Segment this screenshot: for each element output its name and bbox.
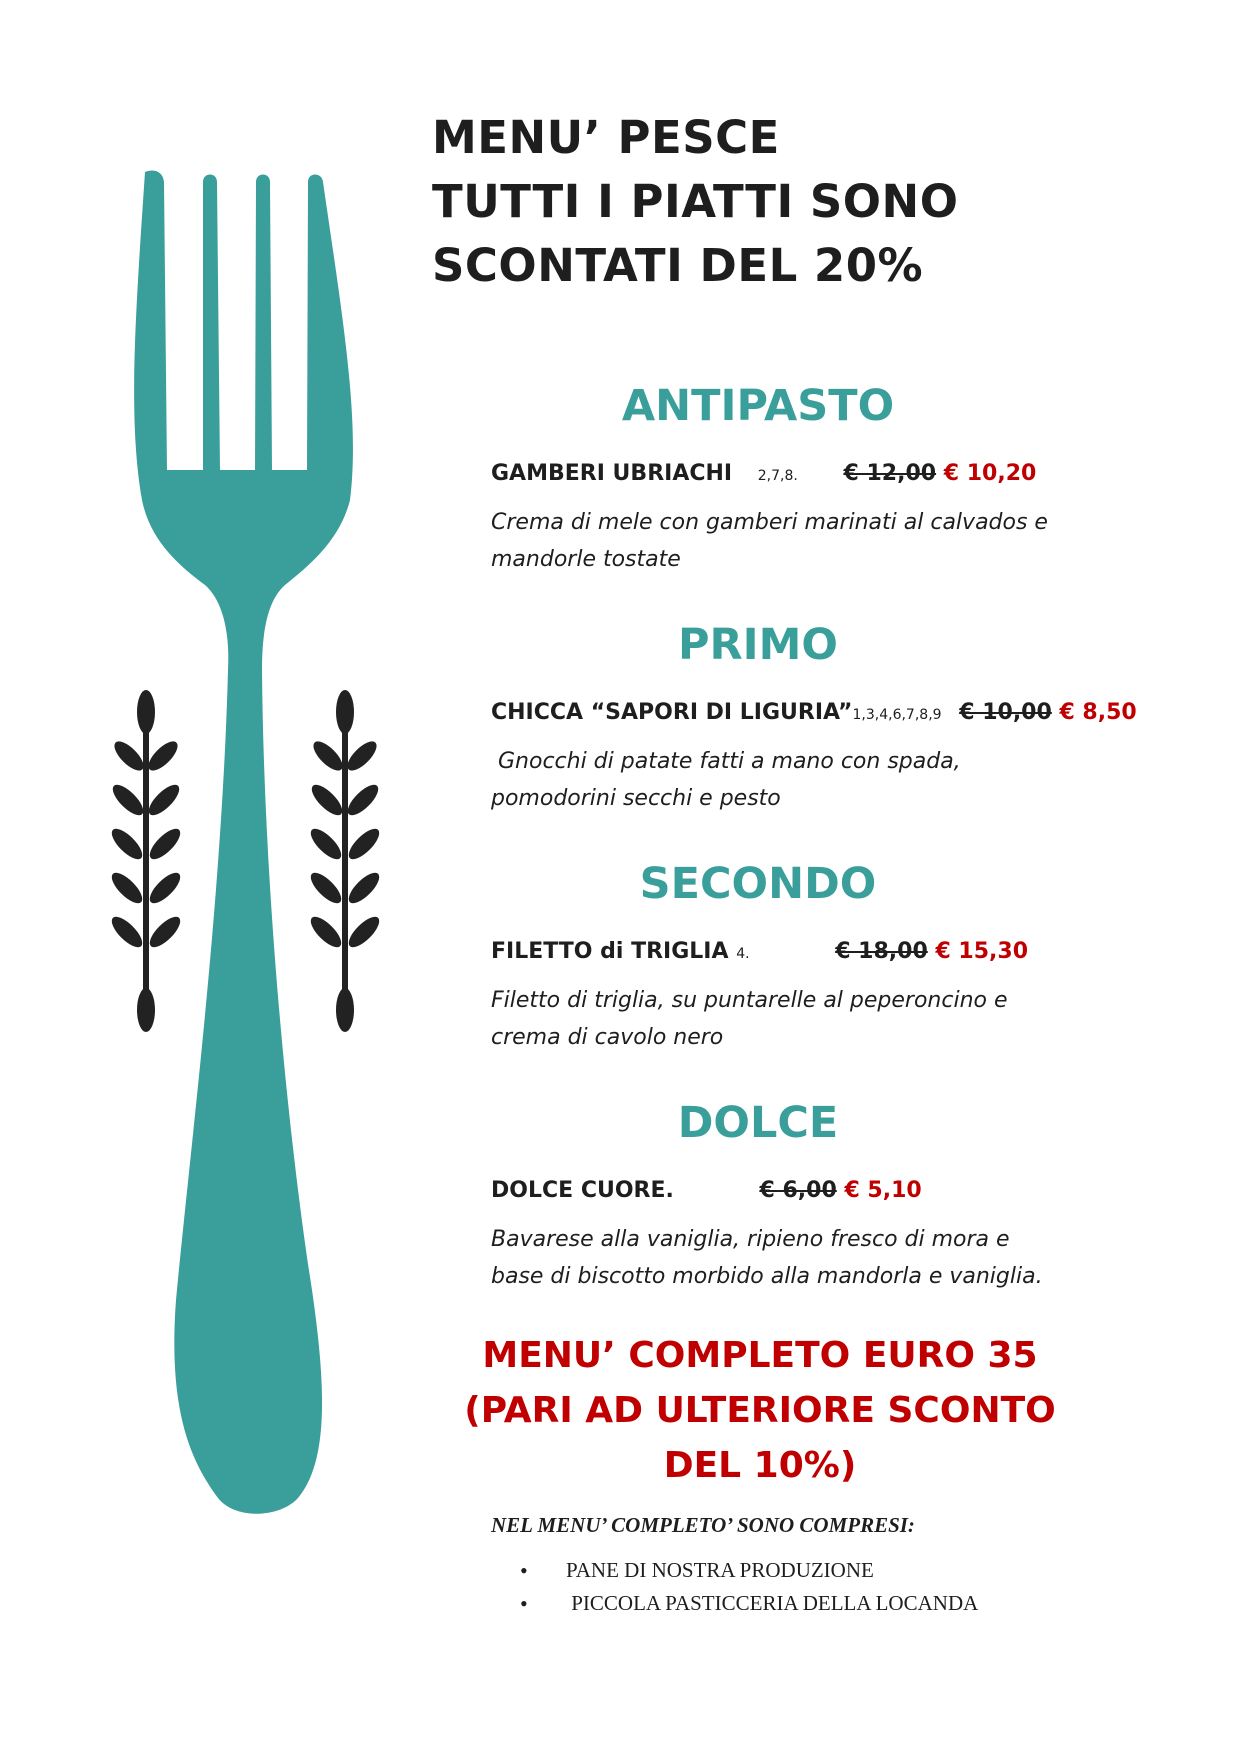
leaf-branch-icon — [306, 690, 384, 1032]
leaf-branch-icon — [107, 690, 185, 1032]
complete-menu-offer — [430, 1328, 1090, 1493]
allergens: 2,7,8. — [757, 468, 798, 484]
price-new: € 8,50 — [1059, 700, 1137, 725]
menu-title — [432, 106, 1212, 298]
price-new: € 10,20 — [943, 461, 1037, 486]
price-new: € 15,30 — [935, 939, 1029, 964]
dish-line — [491, 459, 1036, 491]
description-line: pomodorini secchi e pesto — [491, 786, 781, 811]
dish-line — [491, 698, 1137, 730]
list-item: • PANE DI NOSTRA PRODUZIONE — [520, 1554, 978, 1587]
offer-line: (PARI AD ULTERIORE SCONTO — [464, 1390, 1056, 1431]
dish-name: FILETTO di TRIGLIA — [491, 939, 729, 964]
dish-description — [491, 982, 1111, 1056]
description-line: Filetto di triglia, su puntarelle al peperoncino e — [491, 988, 1008, 1013]
dish-description — [491, 743, 1111, 817]
dish-line — [491, 1176, 922, 1206]
description-line: crema di cavolo nero — [491, 1025, 724, 1050]
title-line: TUTTI I PIATTI SONO — [432, 175, 959, 228]
dish-name: CHICCA “SAPORI DI LIGURIA” — [491, 700, 853, 725]
offer-line: MENU’ COMPLETO EURO 35 — [482, 1335, 1038, 1376]
dish-name: DOLCE CUORE. — [491, 1178, 674, 1203]
section-heading-primo: PRIMO — [678, 620, 838, 670]
title-line: SCONTATI DEL 20% — [432, 239, 924, 292]
included-heading: NEL MENU’ COMPLETO’ SONO COMPRESI: — [491, 1513, 915, 1537]
dish-description — [491, 1221, 1111, 1295]
dish-line — [491, 937, 1028, 969]
price-old: € 10,00 — [959, 700, 1052, 725]
offer-line: DEL 10%) — [663, 1445, 857, 1486]
description-line: Crema di mele con gamberi marinati al calvados e — [491, 510, 1048, 535]
dish-name: GAMBERI UBRIACHI — [491, 461, 733, 486]
section-heading-dolce: DOLCE — [677, 1098, 839, 1148]
description-line: base di biscotto morbido alla mandorla e vaniglia. — [491, 1264, 1043, 1289]
description-line: mandorle tostate — [491, 547, 681, 572]
dish-description — [491, 504, 1111, 578]
included-list — [520, 1554, 978, 1620]
price-new: € 5,10 — [844, 1178, 922, 1203]
description-line: Bavarese alla vaniglia, ripieno fresco di mora e — [491, 1227, 1010, 1252]
allergens: 4. — [736, 946, 750, 962]
section-heading-secondo: SECONDO — [639, 859, 877, 909]
title-line: MENU’ PESCE — [432, 111, 780, 164]
section-heading-antipasto: ANTIPASTO — [621, 381, 895, 431]
price-old: € 18,00 — [835, 939, 928, 964]
list-item: • PICCOLA PASTICCERIA DELLA LOCANDA — [520, 1587, 978, 1620]
price-old: € 6,00 — [759, 1178, 837, 1203]
fork-artwork — [0, 0, 430, 1753]
description-line: Gnocchi di patate fatti a mano con spada, — [491, 749, 961, 774]
allergens: 1,3,4,6,7,8,9 — [852, 707, 942, 723]
price-old: € 12,00 — [843, 461, 937, 486]
